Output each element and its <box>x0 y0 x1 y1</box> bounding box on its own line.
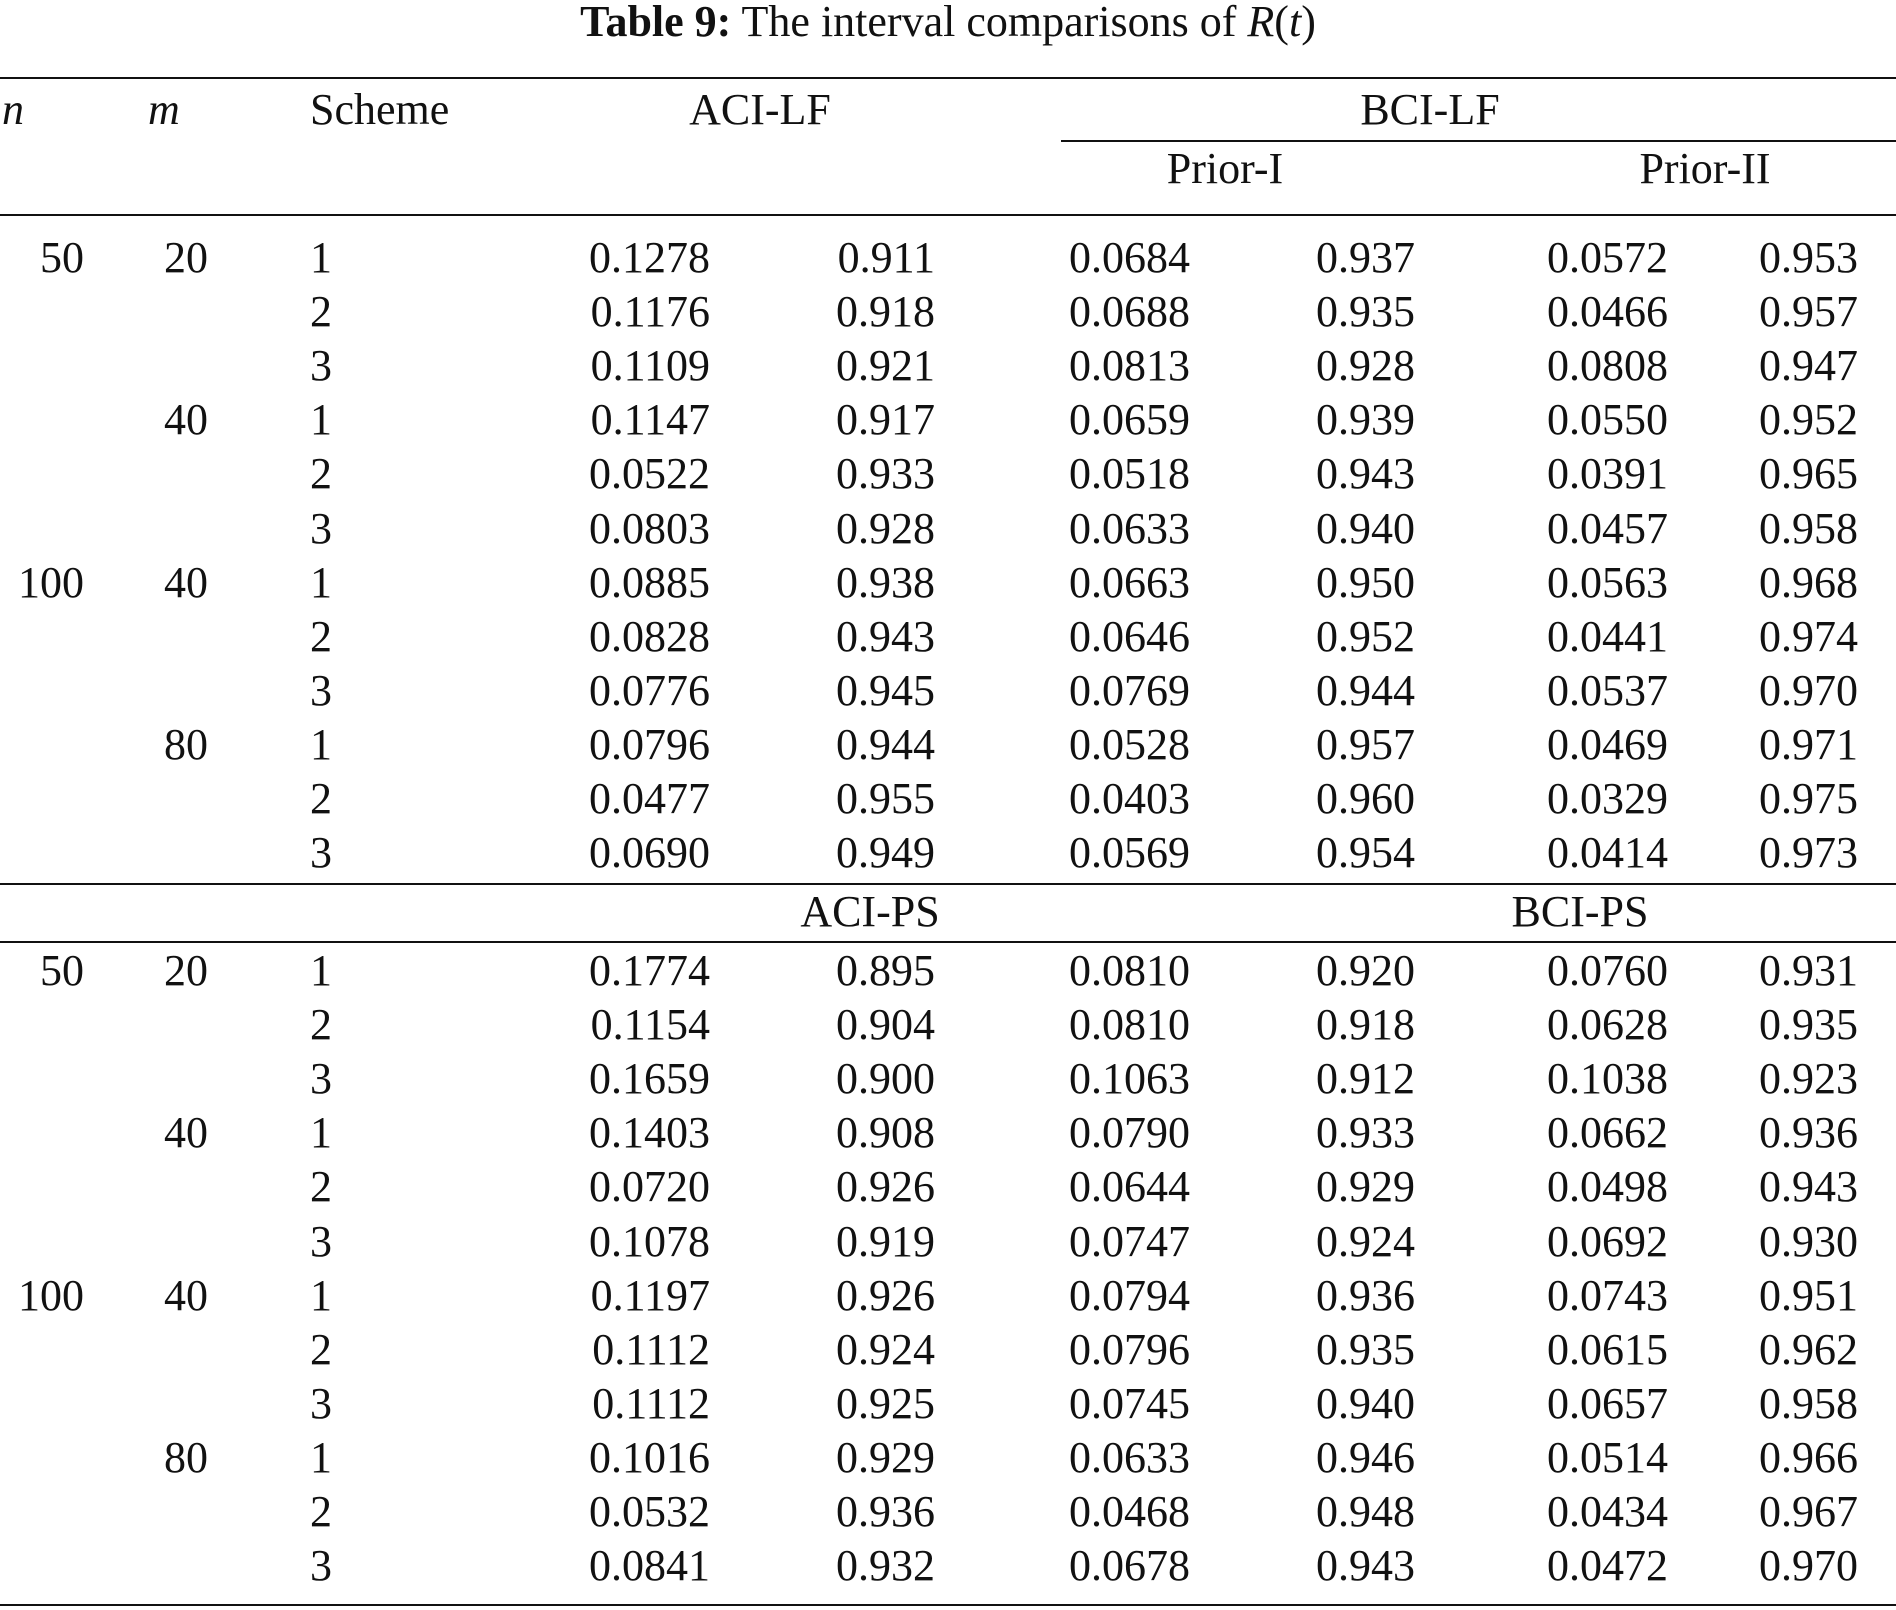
cell-prior2-cp: 0.958 <box>1759 1379 1858 1428</box>
cell-n: 100 <box>18 558 84 607</box>
cell-prior2-cp: 0.951 <box>1759 1271 1858 1320</box>
cell-prior1-cp: 0.944 <box>1316 666 1415 715</box>
cell-prior1-cp: 0.952 <box>1316 612 1415 661</box>
cell-prior1-length: 0.0796 <box>1069 1325 1190 1374</box>
caption-math: R <box>1247 0 1275 46</box>
cell-prior1-cp: 0.928 <box>1316 341 1415 390</box>
cell-prior2-cp: 0.974 <box>1759 612 1858 661</box>
cell-prior1-cp: 0.950 <box>1316 558 1415 607</box>
cell-prior1-length: 0.0813 <box>1069 341 1190 390</box>
cell-prior1-cp: 0.935 <box>1316 1325 1415 1374</box>
cell-prior1-cp: 0.940 <box>1316 504 1415 553</box>
header-prior-1: Prior-I <box>1166 144 1284 193</box>
cell-aci-length: 0.0885 <box>589 558 710 607</box>
cell-prior1-cp: 0.933 <box>1316 1108 1415 1157</box>
cell-scheme: 1 <box>310 1433 332 1482</box>
cell-prior2-length: 0.0498 <box>1547 1162 1668 1211</box>
cell-prior1-cp: 0.924 <box>1316 1217 1415 1266</box>
cell-aci-cp: 0.944 <box>836 720 935 769</box>
header-prior-2: Prior-II <box>1639 144 1771 193</box>
cell-prior1-cp: 0.946 <box>1316 1433 1415 1482</box>
cell-m: 20 <box>164 946 208 995</box>
cell-prior1-length: 0.0810 <box>1069 1000 1190 1049</box>
cell-aci-cp: 0.924 <box>836 1325 935 1374</box>
cell-aci-length: 0.0720 <box>589 1162 710 1211</box>
cell-prior1-length: 0.0684 <box>1069 233 1190 282</box>
cell-aci-cp: 0.925 <box>836 1379 935 1428</box>
cell-scheme: 2 <box>310 449 332 498</box>
cell-prior2-length: 0.0760 <box>1547 946 1668 995</box>
caption-text: The interval comparisons of <box>741 0 1237 46</box>
caption-label: Table 9: <box>580 0 732 46</box>
header-bci-lf: BCI-LF <box>1360 85 1500 134</box>
bottom-rule <box>0 1604 1896 1606</box>
cell-aci-length: 0.0828 <box>589 612 710 661</box>
cell-scheme: 1 <box>310 1108 332 1157</box>
cell-prior2-length: 0.0457 <box>1547 504 1668 553</box>
cell-prior2-cp: 0.970 <box>1759 1541 1858 1590</box>
cell-prior1-length: 0.0663 <box>1069 558 1190 607</box>
cell-prior1-length: 0.0745 <box>1069 1379 1190 1428</box>
cell-prior2-length: 0.0657 <box>1547 1379 1668 1428</box>
cell-m: 40 <box>164 1108 208 1157</box>
cell-scheme: 2 <box>310 1000 332 1049</box>
cell-m: 40 <box>164 558 208 607</box>
cell-prior1-length: 0.0569 <box>1069 828 1190 877</box>
cell-prior1-length: 0.0790 <box>1069 1108 1190 1157</box>
cell-prior1-cp: 0.948 <box>1316 1487 1415 1536</box>
cell-aci-cp: 0.895 <box>836 946 935 995</box>
cell-prior1-length: 0.0633 <box>1069 1433 1190 1482</box>
cell-prior1-length: 0.0644 <box>1069 1162 1190 1211</box>
cell-n: 100 <box>18 1271 84 1320</box>
cell-prior2-length: 0.0414 <box>1547 828 1668 877</box>
cell-aci-cp: 0.900 <box>836 1054 935 1103</box>
cell-aci-cp: 0.911 <box>837 233 935 282</box>
cell-aci-length: 0.0522 <box>589 449 710 498</box>
cell-scheme: 1 <box>310 720 332 769</box>
cell-aci-length: 0.0532 <box>589 1487 710 1536</box>
cell-aci-length: 0.1659 <box>589 1054 710 1103</box>
cell-aci-cp: 0.932 <box>836 1541 935 1590</box>
cell-prior2-cp: 0.967 <box>1759 1487 1858 1536</box>
header-bci-ps: BCI-PS <box>1511 887 1649 936</box>
header-n: n <box>2 85 24 134</box>
cell-prior1-cp: 0.939 <box>1316 395 1415 444</box>
cell-prior2-cp: 0.943 <box>1759 1162 1858 1211</box>
cell-scheme: 2 <box>310 612 332 661</box>
cell-aci-length: 0.1176 <box>590 287 710 336</box>
cell-prior1-cp: 0.943 <box>1316 1541 1415 1590</box>
cell-prior2-cp: 0.952 <box>1759 395 1858 444</box>
cell-prior1-length: 0.0688 <box>1069 287 1190 336</box>
cell-prior2-cp: 0.975 <box>1759 774 1858 823</box>
cell-scheme: 3 <box>310 1541 332 1590</box>
cell-prior1-length: 0.0769 <box>1069 666 1190 715</box>
cell-prior2-cp: 0.958 <box>1759 504 1858 553</box>
bci-lf-subrule <box>1061 140 1896 142</box>
cell-scheme: 3 <box>310 666 332 715</box>
cell-prior2-cp: 0.936 <box>1759 1108 1858 1157</box>
cell-prior2-cp: 0.968 <box>1759 558 1858 607</box>
top-rule <box>0 77 1896 79</box>
cell-aci-length: 0.0477 <box>589 774 710 823</box>
cell-prior1-length: 0.0810 <box>1069 946 1190 995</box>
cell-aci-length: 0.1278 <box>589 233 710 282</box>
cell-prior2-length: 0.0563 <box>1547 558 1668 607</box>
cell-prior2-cp: 0.966 <box>1759 1433 1858 1482</box>
cell-scheme: 1 <box>310 395 332 444</box>
cell-prior1-cp: 0.920 <box>1316 946 1415 995</box>
cell-aci-length: 0.1112 <box>592 1379 710 1428</box>
cell-prior1-length: 0.0794 <box>1069 1271 1190 1320</box>
cell-prior2-cp: 0.971 <box>1759 720 1858 769</box>
cell-aci-cp: 0.955 <box>836 774 935 823</box>
cell-prior1-length: 0.0646 <box>1069 612 1190 661</box>
cell-aci-length: 0.1109 <box>590 341 710 390</box>
cell-scheme: 3 <box>310 341 332 390</box>
cell-scheme: 3 <box>310 1379 332 1428</box>
cell-prior2-cp: 0.965 <box>1759 449 1858 498</box>
cell-prior1-cp: 0.935 <box>1316 287 1415 336</box>
cell-aci-length: 0.0776 <box>589 666 710 715</box>
cell-prior1-length: 0.1063 <box>1069 1054 1190 1103</box>
mid-rule <box>0 883 1896 885</box>
cell-aci-length: 0.1016 <box>589 1433 710 1482</box>
cell-scheme: 1 <box>310 233 332 282</box>
cell-prior1-length: 0.0678 <box>1069 1541 1190 1590</box>
cell-prior2-cp: 0.935 <box>1759 1000 1858 1049</box>
cell-prior2-length: 0.0441 <box>1547 612 1668 661</box>
cell-aci-cp: 0.945 <box>836 666 935 715</box>
cell-prior2-cp: 0.957 <box>1759 287 1858 336</box>
cell-scheme: 2 <box>310 1487 332 1536</box>
header-aci-ps: ACI-PS <box>800 887 940 936</box>
cell-prior2-length: 0.0692 <box>1547 1217 1668 1266</box>
cell-prior2-cp: 0.962 <box>1759 1325 1858 1374</box>
cell-prior2-length: 0.0808 <box>1547 341 1668 390</box>
cell-prior2-length: 0.0628 <box>1547 1000 1668 1049</box>
cell-aci-cp: 0.943 <box>836 612 935 661</box>
cell-prior2-length: 0.0550 <box>1547 395 1668 444</box>
cell-n: 50 <box>40 233 84 282</box>
table-caption: Table 9: The interval comparisons of R(t) <box>0 0 1896 48</box>
cell-prior1-length: 0.0468 <box>1069 1487 1190 1536</box>
cell-prior1-cp: 0.918 <box>1316 1000 1415 1049</box>
cell-scheme: 1 <box>310 946 332 995</box>
cell-aci-cp: 0.949 <box>836 828 935 877</box>
cell-prior1-cp: 0.929 <box>1316 1162 1415 1211</box>
cell-prior1-length: 0.0403 <box>1069 774 1190 823</box>
cell-aci-cp: 0.918 <box>836 287 935 336</box>
cell-scheme: 2 <box>310 774 332 823</box>
cell-aci-cp: 0.904 <box>836 1000 935 1049</box>
cell-aci-cp: 0.926 <box>836 1162 935 1211</box>
cell-scheme: 3 <box>310 504 332 553</box>
cell-prior2-cp: 0.931 <box>1759 946 1858 995</box>
cell-prior2-cp: 0.973 <box>1759 828 1858 877</box>
cell-aci-cp: 0.936 <box>836 1487 935 1536</box>
cell-prior2-cp: 0.953 <box>1759 233 1858 282</box>
cell-prior2-length: 0.1038 <box>1547 1054 1668 1103</box>
cell-scheme: 3 <box>310 1217 332 1266</box>
cell-prior2-cp: 0.923 <box>1759 1054 1858 1103</box>
header-rule <box>0 214 1896 216</box>
cell-aci-length: 0.0690 <box>589 828 710 877</box>
cell-prior2-cp: 0.947 <box>1759 341 1858 390</box>
cell-prior1-cp: 0.960 <box>1316 774 1415 823</box>
cell-prior2-length: 0.0514 <box>1547 1433 1668 1482</box>
cell-prior1-length: 0.0518 <box>1069 449 1190 498</box>
cell-scheme: 3 <box>310 1054 332 1103</box>
cell-m: 40 <box>164 395 208 444</box>
cell-prior2-length: 0.0329 <box>1547 774 1668 823</box>
cell-aci-length: 0.1147 <box>590 395 710 444</box>
cell-aci-cp: 0.929 <box>836 1433 935 1482</box>
cell-aci-cp: 0.919 <box>836 1217 935 1266</box>
cell-prior2-length: 0.0572 <box>1547 233 1668 282</box>
cell-m: 20 <box>164 233 208 282</box>
cell-prior1-cp: 0.912 <box>1316 1054 1415 1103</box>
cell-scheme: 2 <box>310 287 332 336</box>
cell-prior2-cp: 0.930 <box>1759 1217 1858 1266</box>
cell-prior1-cp: 0.940 <box>1316 1379 1415 1428</box>
caption-math-arg: t <box>1288 0 1302 46</box>
cell-scheme: 3 <box>310 828 332 877</box>
cell-prior2-length: 0.0434 <box>1547 1487 1668 1536</box>
cell-prior1-length: 0.0659 <box>1069 395 1190 444</box>
cell-prior1-length: 0.0747 <box>1069 1217 1190 1266</box>
cell-aci-length: 0.1112 <box>592 1325 710 1374</box>
cell-scheme: 2 <box>310 1162 332 1211</box>
cell-aci-cp: 0.917 <box>836 395 935 444</box>
cell-aci-cp: 0.921 <box>836 341 935 390</box>
cell-prior2-length: 0.0391 <box>1547 449 1668 498</box>
cell-prior1-cp: 0.957 <box>1316 720 1415 769</box>
cell-prior1-cp: 0.936 <box>1316 1271 1415 1320</box>
header-m: m <box>148 85 180 134</box>
cell-prior2-length: 0.0466 <box>1547 287 1668 336</box>
cell-aci-cp: 0.938 <box>836 558 935 607</box>
cell-aci-length: 0.1078 <box>589 1217 710 1266</box>
header-scheme: Scheme <box>310 85 450 134</box>
cell-prior2-length: 0.0615 <box>1547 1325 1668 1374</box>
cell-aci-cp: 0.926 <box>836 1271 935 1320</box>
cell-aci-length: 0.0796 <box>589 720 710 769</box>
cell-scheme: 2 <box>310 1325 332 1374</box>
cell-aci-length: 0.1774 <box>589 946 710 995</box>
cell-prior1-cp: 0.937 <box>1316 233 1415 282</box>
cell-aci-cp: 0.933 <box>836 449 935 498</box>
cell-scheme: 1 <box>310 558 332 607</box>
cell-prior2-length: 0.0662 <box>1547 1108 1668 1157</box>
cell-prior1-length: 0.0528 <box>1069 720 1190 769</box>
cell-aci-cp: 0.908 <box>836 1108 935 1157</box>
cell-aci-cp: 0.928 <box>836 504 935 553</box>
cell-aci-length: 0.1197 <box>590 1271 710 1320</box>
cell-prior2-length: 0.0472 <box>1547 1541 1668 1590</box>
ps-header-rule <box>0 941 1896 943</box>
header-aci-lf: ACI-LF <box>689 85 831 134</box>
cell-aci-length: 0.1154 <box>590 1000 710 1049</box>
cell-m: 40 <box>164 1271 208 1320</box>
cell-scheme: 1 <box>310 1271 332 1320</box>
cell-prior2-length: 0.0469 <box>1547 720 1668 769</box>
cell-aci-length: 0.0841 <box>589 1541 710 1590</box>
cell-m: 80 <box>164 720 208 769</box>
cell-prior1-cp: 0.943 <box>1316 449 1415 498</box>
cell-prior2-length: 0.0743 <box>1547 1271 1668 1320</box>
cell-prior1-length: 0.0633 <box>1069 504 1190 553</box>
cell-m: 80 <box>164 1433 208 1482</box>
cell-prior2-length: 0.0537 <box>1547 666 1668 715</box>
cell-aci-length: 0.0803 <box>589 504 710 553</box>
cell-prior2-cp: 0.970 <box>1759 666 1858 715</box>
cell-n: 50 <box>40 946 84 995</box>
cell-aci-length: 0.1403 <box>589 1108 710 1157</box>
cell-prior1-cp: 0.954 <box>1316 828 1415 877</box>
